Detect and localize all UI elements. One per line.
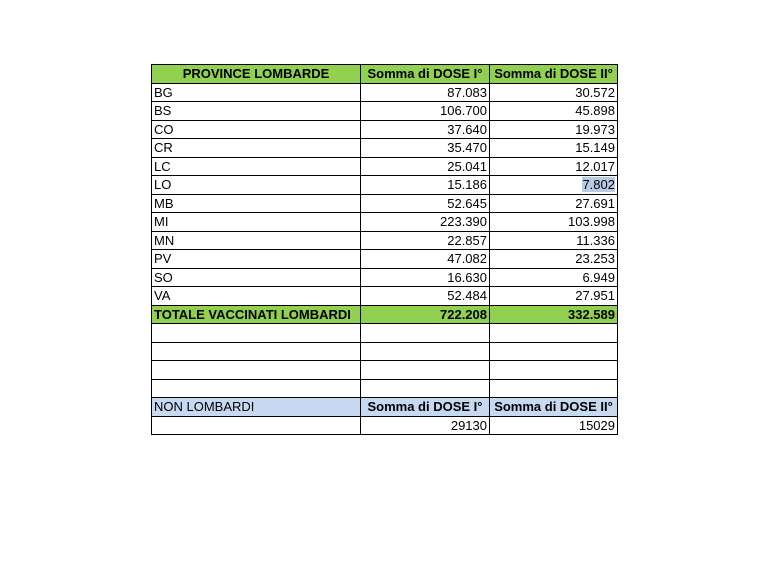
empty-cell[interactable] bbox=[152, 342, 361, 361]
dose1-cell[interactable]: 16.630 bbox=[361, 268, 490, 287]
empty-cell[interactable] bbox=[490, 379, 618, 398]
empty-row bbox=[152, 324, 618, 343]
dose2-cell[interactable]: 19.973 bbox=[490, 120, 618, 139]
dose1-cell[interactable]: 52.484 bbox=[361, 287, 490, 306]
province-cell[interactable]: CR bbox=[152, 139, 361, 158]
empty-row bbox=[152, 361, 618, 380]
non-lombardi-dose2[interactable]: 15029 bbox=[490, 416, 618, 435]
dose2-cell[interactable]: 27.951 bbox=[490, 287, 618, 306]
table-row bbox=[152, 231, 618, 250]
header-dose2[interactable]: Somma di DOSE II° bbox=[490, 65, 618, 84]
total-dose2[interactable]: 332.589 bbox=[490, 305, 618, 324]
empty-cell[interactable] bbox=[152, 361, 361, 380]
dose1-cell[interactable]: 106.700 bbox=[361, 102, 490, 121]
dose1-cell[interactable]: 52.645 bbox=[361, 194, 490, 213]
dose2-cell[interactable]: 45.898 bbox=[490, 102, 618, 121]
selected-text: 7.802 bbox=[582, 177, 615, 193]
non-lombardi-dose1-header[interactable]: Somma di DOSE I° bbox=[361, 398, 490, 417]
dose2-cell[interactable]: 23.253 bbox=[490, 250, 618, 269]
non-lombardi-header-row bbox=[152, 398, 618, 417]
dose1-cell[interactable]: 15.186 bbox=[361, 176, 490, 195]
province-cell[interactable]: BG bbox=[152, 83, 361, 102]
table-row bbox=[152, 83, 618, 102]
dose1-cell[interactable]: 87.083 bbox=[361, 83, 490, 102]
province-cell[interactable]: VA bbox=[152, 287, 361, 306]
header-row bbox=[152, 65, 618, 84]
non-lombardi-row bbox=[152, 416, 618, 435]
non-lombardi-dose2-header[interactable]: Somma di DOSE II° bbox=[490, 398, 618, 417]
non-lombardi-dose1[interactable]: 29130 bbox=[361, 416, 490, 435]
dose2-cell[interactable]: 30.572 bbox=[490, 83, 618, 102]
table-row bbox=[152, 176, 618, 195]
table-row bbox=[152, 268, 618, 287]
empty-cell[interactable] bbox=[361, 324, 490, 343]
dose1-cell[interactable]: 25.041 bbox=[361, 157, 490, 176]
empty-row bbox=[152, 342, 618, 361]
dose2-cell-selected[interactable] bbox=[490, 176, 618, 195]
dose2-cell[interactable]: 15.149 bbox=[490, 139, 618, 158]
dose1-cell[interactable]: 37.640 bbox=[361, 120, 490, 139]
province-cell[interactable]: MB bbox=[152, 194, 361, 213]
table-row bbox=[152, 287, 618, 306]
dose2-cell[interactable]: 6.949 bbox=[490, 268, 618, 287]
province-cell[interactable]: MN bbox=[152, 231, 361, 250]
empty-cell[interactable] bbox=[490, 361, 618, 380]
province-cell[interactable]: SO bbox=[152, 268, 361, 287]
province-cell[interactable]: MI bbox=[152, 213, 361, 232]
empty-cell[interactable] bbox=[361, 379, 490, 398]
dose2-cell[interactable]: 103.998 bbox=[490, 213, 618, 232]
province-cell[interactable]: PV bbox=[152, 250, 361, 269]
total-row bbox=[152, 305, 618, 324]
empty-row bbox=[152, 379, 618, 398]
province-cell[interactable]: LC bbox=[152, 157, 361, 176]
empty-cell[interactable] bbox=[490, 342, 618, 361]
table-row bbox=[152, 250, 618, 269]
header-province[interactable]: PROVINCE LOMBARDE bbox=[152, 65, 361, 84]
empty-cell[interactable] bbox=[152, 324, 361, 343]
table-row bbox=[152, 139, 618, 158]
empty-cell[interactable] bbox=[361, 361, 490, 380]
province-cell[interactable]: BS bbox=[152, 102, 361, 121]
table-row bbox=[152, 102, 618, 121]
table-row bbox=[152, 213, 618, 232]
empty-cell[interactable] bbox=[152, 416, 361, 435]
empty-cell[interactable] bbox=[490, 324, 618, 343]
empty-cell[interactable] bbox=[361, 342, 490, 361]
table-row bbox=[152, 120, 618, 139]
dose1-cell[interactable]: 35.470 bbox=[361, 139, 490, 158]
total-dose1[interactable]: 722.208 bbox=[361, 305, 490, 324]
empty-cell[interactable] bbox=[152, 379, 361, 398]
dose1-cell[interactable]: 47.082 bbox=[361, 250, 490, 269]
vaccination-table bbox=[151, 64, 618, 435]
header-dose1[interactable]: Somma di DOSE I° bbox=[361, 65, 490, 84]
dose2-cell[interactable]: 12.017 bbox=[490, 157, 618, 176]
table-row bbox=[152, 194, 618, 213]
dose1-cell[interactable]: 223.390 bbox=[361, 213, 490, 232]
dose1-cell[interactable]: 22.857 bbox=[361, 231, 490, 250]
dose2-cell[interactable]: 11.336 bbox=[490, 231, 618, 250]
non-lombardi-label[interactable]: NON LOMBARDI bbox=[152, 398, 361, 417]
province-cell[interactable]: LO bbox=[152, 176, 361, 195]
total-label[interactable]: TOTALE VACCINATI LOMBARDI bbox=[152, 305, 361, 324]
table-row bbox=[152, 157, 618, 176]
province-cell[interactable]: CO bbox=[152, 120, 361, 139]
dose2-cell[interactable]: 27.691 bbox=[490, 194, 618, 213]
